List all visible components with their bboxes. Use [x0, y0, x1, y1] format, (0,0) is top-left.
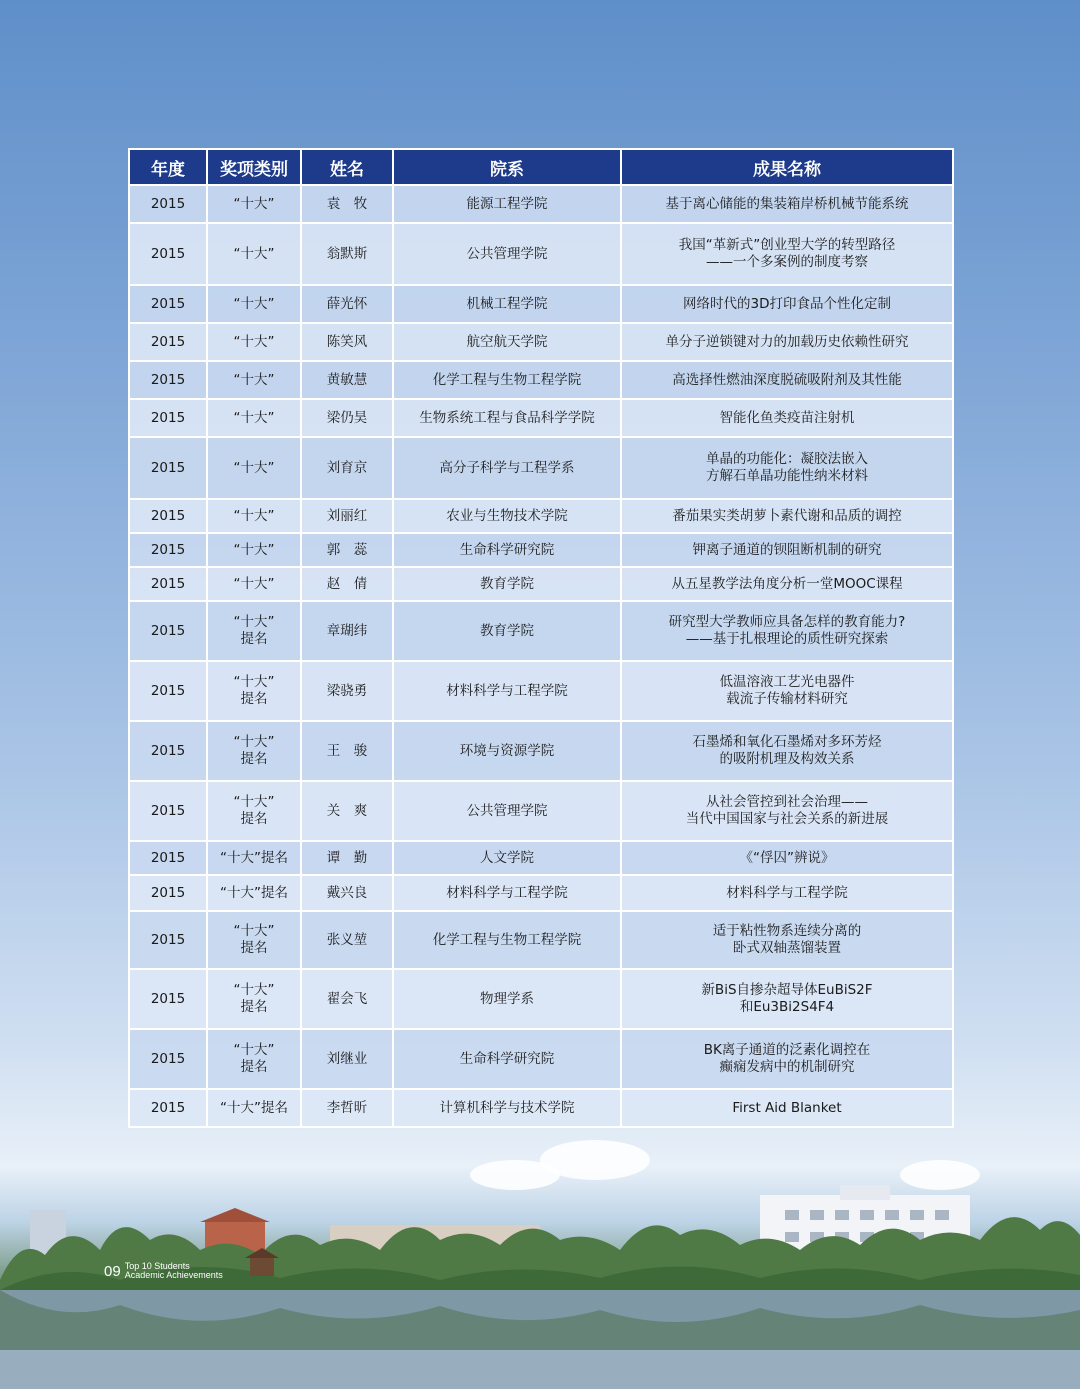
- cell-year: 2015: [129, 875, 207, 911]
- cell-year: 2015: [129, 841, 207, 875]
- cell-name: 梁骁勇: [301, 661, 393, 721]
- cell-title: 单晶的功能化：凝胶法嵌入 方解石单晶功能性纳米材料: [621, 437, 953, 499]
- cell-dept: 化学工程与生物工程学院: [393, 361, 621, 399]
- cell-award: “十大”: [207, 499, 301, 533]
- table-row: [129, 399, 953, 437]
- cell-dept: 生命科学研究院: [393, 533, 621, 567]
- cell-title: 从社会管控到社会治理—— 当代中国国家与社会关系的新进展: [621, 781, 953, 841]
- table-row: [129, 223, 953, 285]
- cell-dept: 材料科学与工程学院: [393, 661, 621, 721]
- cell-dept: 材料科学与工程学院: [393, 875, 621, 911]
- header-department: 院系: [393, 149, 621, 185]
- cell-name: 郭 蕊: [301, 533, 393, 567]
- cell-title: 基于离心储能的集装箱岸桥机械节能系统: [621, 185, 953, 223]
- table-row: [129, 323, 953, 361]
- table-header-row: [129, 149, 953, 185]
- cell-year: 2015: [129, 223, 207, 285]
- header-achievement-title: 成果名称: [621, 149, 953, 185]
- cell-dept: 教育学院: [393, 601, 621, 661]
- cell-year: 2015: [129, 437, 207, 499]
- cell-title: 《“俘囚”辨说》: [621, 841, 953, 875]
- cell-title: 适于粘性物系连续分离的 卧式双轴蒸馏装置: [621, 911, 953, 969]
- table-row: [129, 601, 953, 661]
- table-row: [129, 969, 953, 1029]
- cell-year: 2015: [129, 361, 207, 399]
- cell-award: “十大” 提名: [207, 969, 301, 1029]
- table-row: [129, 361, 953, 399]
- cell-dept: 航空航天学院: [393, 323, 621, 361]
- cell-title: 网络时代的3D打印食品个性化定制: [621, 285, 953, 323]
- cell-title: 我国“革新式”创业型大学的转型路径 ——一个多案例的制度考察: [621, 223, 953, 285]
- cell-year: 2015: [129, 1089, 207, 1127]
- cell-award: “十大”: [207, 323, 301, 361]
- cell-year: 2015: [129, 499, 207, 533]
- cell-dept: 高分子科学与工程学系: [393, 437, 621, 499]
- cell-dept: 农业与生物技术学院: [393, 499, 621, 533]
- cell-award: “十大”: [207, 567, 301, 601]
- table-row: [129, 911, 953, 969]
- cell-title: 研究型大学教师应具备怎样的教育能力? ——基于扎根理论的质性研究探索: [621, 601, 953, 661]
- cell-award: “十大”: [207, 285, 301, 323]
- cell-award: “十大” 提名: [207, 1029, 301, 1089]
- cell-name: 赵 倩: [301, 567, 393, 601]
- cell-award: “十大”: [207, 185, 301, 223]
- table-row: [129, 567, 953, 601]
- cell-title: BK离子通道的泛素化调控在 癫痫发病中的机制研究: [621, 1029, 953, 1089]
- cell-name: 陈笑风: [301, 323, 393, 361]
- cell-name: 翟会飞: [301, 969, 393, 1029]
- cell-name: 薛光怀: [301, 285, 393, 323]
- table-row: [129, 841, 953, 875]
- cell-award: “十大” 提名: [207, 781, 301, 841]
- cell-dept: 公共管理学院: [393, 223, 621, 285]
- cell-year: 2015: [129, 911, 207, 969]
- cell-title: 低温溶液工艺光电器件 载流子传输材料研究: [621, 661, 953, 721]
- cell-year: 2015: [129, 601, 207, 661]
- cell-dept: 公共管理学院: [393, 781, 621, 841]
- table-row: [129, 1089, 953, 1127]
- cell-title: 石墨烯和氧化石墨烯对多环芳烃 的吸附机理及构效关系: [621, 721, 953, 781]
- cell-year: 2015: [129, 969, 207, 1029]
- table-row: [129, 533, 953, 567]
- cell-dept: 生命科学研究院: [393, 1029, 621, 1089]
- cell-name: 刘育京: [301, 437, 393, 499]
- cell-name: 王 骏: [301, 721, 393, 781]
- cell-dept: 生物系统工程与食品科学学院: [393, 399, 621, 437]
- cell-year: 2015: [129, 781, 207, 841]
- cell-title: 新BiS自掺杂超导体EuBiS2F 和Eu3Bi2S4F4: [621, 969, 953, 1029]
- cell-award: “十大” 提名: [207, 911, 301, 969]
- cell-award: “十大”: [207, 399, 301, 437]
- cell-award: “十大”: [207, 533, 301, 567]
- cell-title: First Aid Blanket: [621, 1089, 953, 1127]
- cell-year: 2015: [129, 285, 207, 323]
- table-row: [129, 437, 953, 499]
- cell-year: 2015: [129, 661, 207, 721]
- cell-year: 2015: [129, 1029, 207, 1089]
- table-row: [129, 781, 953, 841]
- cell-dept: 能源工程学院: [393, 185, 621, 223]
- table-row: [129, 721, 953, 781]
- cell-dept: 人文学院: [393, 841, 621, 875]
- cell-year: 2015: [129, 721, 207, 781]
- cell-name: 黄敏慧: [301, 361, 393, 399]
- cell-name: 梁仍昊: [301, 399, 393, 437]
- cell-year: 2015: [129, 399, 207, 437]
- cell-title: 智能化鱼类疫苗注射机: [621, 399, 953, 437]
- table-row: [129, 875, 953, 911]
- cell-name: 刘丽红: [301, 499, 393, 533]
- table-row: [129, 661, 953, 721]
- cell-name: 翁默斯: [301, 223, 393, 285]
- cell-name: 袁 牧: [301, 185, 393, 223]
- cell-dept: 物理学系: [393, 969, 621, 1029]
- cell-award: “十大” 提名: [207, 661, 301, 721]
- cell-year: 2015: [129, 185, 207, 223]
- cell-name: 李哲昕: [301, 1089, 393, 1127]
- cell-dept: 环境与资源学院: [393, 721, 621, 781]
- cell-name: 谭 勤: [301, 841, 393, 875]
- cell-dept: 教育学院: [393, 567, 621, 601]
- cell-name: 张义堃: [301, 911, 393, 969]
- awards-table: [128, 148, 954, 1128]
- table-row: [129, 499, 953, 533]
- header-name: 姓名: [301, 149, 393, 185]
- cell-award: “十大”提名: [207, 875, 301, 911]
- cell-title: 钾离子通道的钡阻断机制的研究: [621, 533, 953, 567]
- cell-title: 材料科学与工程学院: [621, 875, 953, 911]
- cell-name: 刘继业: [301, 1029, 393, 1089]
- cell-dept: 计算机科学与技术学院: [393, 1089, 621, 1127]
- cell-title: 高选择性燃油深度脱硫吸附剂及其性能: [621, 361, 953, 399]
- cell-award: “十大”: [207, 437, 301, 499]
- cell-year: 2015: [129, 533, 207, 567]
- cell-award: “十大” 提名: [207, 601, 301, 661]
- table-row: [129, 285, 953, 323]
- header-award-category: 奖项类别: [207, 149, 301, 185]
- cell-title: 单分子逆锁键对力的加载历史依赖性研究: [621, 323, 953, 361]
- header-year: 年度: [129, 149, 207, 185]
- cell-title: 番茄果实类胡萝卜素代谢和品质的调控: [621, 499, 953, 533]
- cell-award: “十大”提名: [207, 1089, 301, 1127]
- table-row: [129, 1029, 953, 1089]
- page-number: 09: [104, 1262, 121, 1280]
- footer-caption: Top 10 Students Academic Achievements: [124, 1261, 223, 1280]
- cell-dept: 机械工程学院: [393, 285, 621, 323]
- table-row: [129, 185, 953, 223]
- page-footer: [104, 1262, 223, 1280]
- cell-title: 从五星教学法角度分析一堂MOOC课程: [621, 567, 953, 601]
- cell-award: “十大”: [207, 223, 301, 285]
- cell-award: “十大” 提名: [207, 721, 301, 781]
- cell-award: “十大”: [207, 361, 301, 399]
- cell-year: 2015: [129, 323, 207, 361]
- cell-year: 2015: [129, 567, 207, 601]
- cell-name: 关 爽: [301, 781, 393, 841]
- cell-name: 戴兴良: [301, 875, 393, 911]
- cell-name: 章瑚纬: [301, 601, 393, 661]
- cell-dept: 化学工程与生物工程学院: [393, 911, 621, 969]
- cell-award: “十大”提名: [207, 841, 301, 875]
